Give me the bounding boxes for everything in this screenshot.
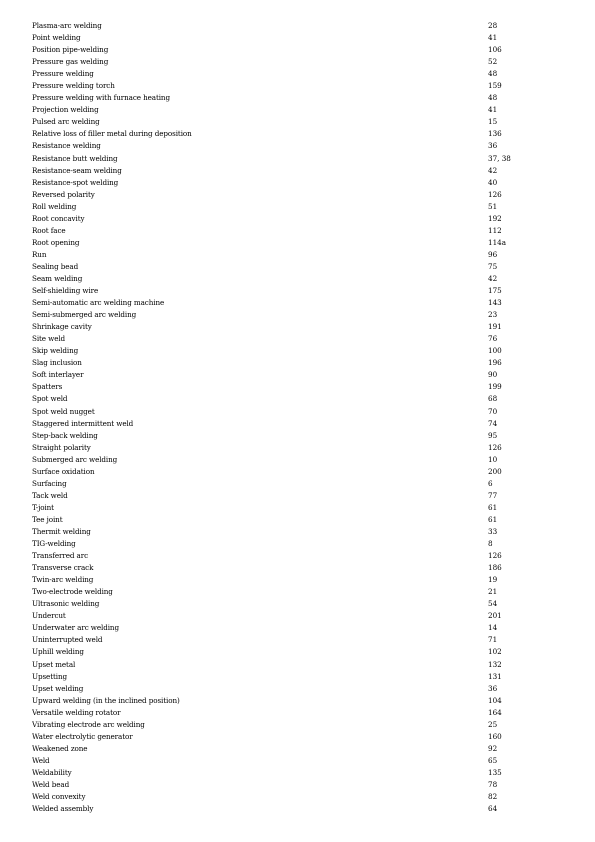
index-entry [32, 671, 572, 683]
index-term: Pressure welding [32, 69, 94, 79]
index-term: Upset metal [32, 659, 76, 669]
index-entry [32, 116, 572, 128]
index-entry [32, 189, 572, 201]
index-entry [32, 622, 572, 634]
index-page-number: 126 [488, 551, 502, 561]
index-entry [32, 719, 572, 731]
index-page-number: 112 [488, 225, 502, 235]
index-term: Plasma-arc welding [32, 21, 102, 31]
index-entry [32, 478, 572, 490]
index-term: Step-back welding [32, 430, 98, 440]
index-term: Submerged arc welding [32, 454, 118, 464]
index-entry [32, 803, 572, 815]
index-list [32, 20, 572, 815]
index-page-number: 8 [488, 539, 493, 549]
index-term: Upset welding [32, 683, 84, 693]
index-page-number: 100 [488, 346, 502, 356]
index-entry [32, 610, 572, 622]
index-entry [32, 466, 572, 478]
index-page-number: 48 [488, 69, 498, 79]
index-term: Root face [32, 225, 66, 235]
index-entry [32, 755, 572, 767]
index-page-number: 126 [488, 442, 502, 452]
index-page-number: 191 [488, 322, 502, 332]
index-page-number: 37, 38 [488, 153, 511, 163]
index-entry [32, 430, 572, 442]
index-entry [32, 68, 572, 80]
index-page-number: 68 [488, 394, 498, 404]
index-term: Resistance butt welding [32, 153, 118, 163]
index-term: Semi-submerged arc welding [32, 310, 137, 320]
index-entry [32, 526, 572, 538]
index-page-number: 132 [488, 659, 502, 669]
index-term: Weld convexity [32, 792, 86, 802]
index-page-number: 64 [488, 804, 498, 814]
index-entry [32, 56, 572, 68]
index-page-number: 70 [488, 406, 498, 416]
index-page-number: 95 [488, 430, 498, 440]
index-term: Point welding [32, 33, 81, 43]
index-entry [32, 177, 572, 189]
index-page-number: 61 [488, 502, 498, 512]
index-entry [32, 393, 572, 405]
index-entry [32, 165, 572, 177]
index-term: TIG-welding [32, 539, 76, 549]
index-page-number: 52 [488, 57, 498, 67]
index-entry [32, 140, 572, 152]
index-entry [32, 514, 572, 526]
index-entry [32, 418, 572, 430]
index-page-number: 92 [488, 743, 498, 753]
index-term: Relative loss of filler metal during deposition [32, 129, 192, 139]
index-page-number: 136 [488, 129, 502, 139]
index-term: Versatile welding rotator [32, 707, 121, 717]
index-term: Skip welding [32, 346, 79, 356]
index-entry [32, 574, 572, 586]
index-entry [32, 44, 572, 56]
index-page-number: 76 [488, 334, 498, 344]
index-entry [32, 297, 572, 309]
index-term: Staggered intermittent weld [32, 418, 134, 428]
index-term: Pulsed arc welding [32, 117, 100, 127]
index-page-number: 75 [488, 261, 498, 271]
index-term: Thermit welding [32, 526, 91, 536]
index-page-number: 33 [488, 526, 498, 536]
index-entry [32, 646, 572, 658]
index-entry [32, 237, 572, 249]
index-entry [32, 104, 572, 116]
index-page-number: 19 [488, 575, 498, 585]
index-entry [32, 285, 572, 297]
index-entry [32, 309, 572, 321]
index-term: Uphill welding [32, 647, 84, 657]
index-term: Underwater arc welding [32, 623, 119, 633]
index-term: Spot weld [32, 394, 68, 404]
index-page-number: 192 [488, 213, 502, 223]
index-page-number: 201 [488, 611, 502, 621]
index-page-number: 71 [488, 635, 498, 645]
index-entry [32, 550, 572, 562]
index-term: Spatters [32, 382, 63, 392]
index-page-number: 21 [488, 587, 498, 597]
index-page-number: 143 [488, 298, 502, 308]
index-page-number: 14 [488, 623, 498, 633]
index-term: T-joint [32, 502, 54, 512]
index-entry [32, 80, 572, 92]
index-page-number: 51 [488, 201, 498, 211]
index-entry [32, 369, 572, 381]
index-entry [32, 321, 572, 333]
index-entry [32, 767, 572, 779]
index-term: Pressure welding torch [32, 81, 115, 91]
index-term: Shrinkage cavity [32, 322, 92, 332]
index-entry [32, 32, 572, 44]
index-term: Sealing bead [32, 261, 79, 271]
index-page-number: 160 [488, 731, 502, 741]
index-entry [32, 333, 572, 345]
index-entry [32, 128, 572, 140]
index-page-number: 41 [488, 33, 498, 43]
index-entry [32, 442, 572, 454]
index-entry [32, 707, 572, 719]
index-term: Weld [32, 755, 50, 765]
index-term: Tack weld [32, 490, 68, 500]
index-page-number: 65 [488, 755, 498, 765]
index-term: Run [32, 249, 47, 259]
index-page-number: 78 [488, 779, 498, 789]
index-entry [32, 381, 572, 393]
index-page-number: 15 [488, 117, 498, 127]
index-page-number: 159 [488, 81, 502, 91]
index-term: Twin-arc welding [32, 575, 94, 585]
index-entry [32, 731, 572, 743]
index-term: Transverse crack [32, 563, 94, 573]
index-entry [32, 273, 572, 285]
index-term: Position pipe-welding [32, 45, 109, 55]
index-entry [32, 490, 572, 502]
index-page-number: 42 [488, 274, 498, 283]
index-entry [32, 225, 572, 237]
index-page-number: 106 [488, 45, 502, 55]
index-entry [32, 538, 572, 550]
index-term: Weldability [32, 767, 72, 777]
index-term: Roll welding [32, 201, 77, 211]
index-term: Self-shielding wire [32, 286, 99, 296]
index-page-number: 104 [488, 695, 502, 705]
index-page-number: 54 [488, 599, 498, 609]
index-term: Uninterrupted weld [32, 635, 103, 645]
index-page-number: 200 [488, 466, 502, 476]
index-page-number: 36 [488, 683, 498, 693]
index-term: Pressure gas welding [32, 57, 109, 67]
index-term: Transferred arc [32, 551, 89, 561]
index-page-number: 186 [488, 563, 502, 573]
index-page-number: 36 [488, 141, 498, 151]
index-page-number: 6 [488, 478, 493, 488]
index-entry [32, 249, 572, 261]
index-entry [32, 153, 572, 165]
index-page-number: 25 [488, 719, 498, 729]
index-entry [32, 20, 572, 32]
index-term: Vibrating electrode arc welding [32, 719, 145, 729]
index-page-number: 82 [488, 792, 498, 802]
index-entry [32, 683, 572, 695]
index-page-number: 61 [488, 514, 498, 524]
index-page-number: 48 [488, 93, 498, 103]
index-entry [32, 92, 572, 104]
index-term: Root opening [32, 237, 80, 247]
index-term: Weakened zone [32, 743, 88, 753]
index-page-number: 10 [488, 454, 498, 464]
index-page-number: 102 [488, 647, 502, 657]
index-page-number: 23 [488, 310, 498, 320]
index-page-number: 42 [488, 165, 498, 175]
index-page-number: 199 [488, 382, 502, 392]
index-page-number: 164 [488, 707, 502, 717]
index-entry [32, 586, 572, 598]
index-term: Tee joint [32, 514, 63, 524]
index-term: Upsetting [32, 671, 68, 681]
index-page-number: 175 [488, 286, 502, 296]
index-page-number: 126 [488, 189, 502, 199]
index-term: Resistance welding [32, 141, 101, 151]
index-entry [32, 406, 572, 418]
index-entry [32, 261, 572, 273]
index-page-number: 41 [488, 105, 498, 115]
index-term: Water electrolytic generator [32, 731, 133, 741]
index-entry [32, 743, 572, 755]
index-entry [32, 779, 572, 791]
index-term: Seam welding [32, 274, 83, 283]
index-entry [32, 213, 572, 225]
index-entry [32, 357, 572, 369]
index-term: Resistance-seam welding [32, 165, 122, 175]
index-entry [32, 454, 572, 466]
index-term: Soft interlayer [32, 370, 84, 380]
index-entry [32, 658, 572, 670]
index-page-number: 135 [488, 767, 502, 777]
index-term: Semi-automatic arc welding machine [32, 298, 165, 308]
index-entry [32, 598, 572, 610]
index-term: Weld bead [32, 779, 70, 789]
index-page-number: 40 [488, 177, 498, 187]
index-page-number: 131 [488, 671, 502, 681]
index-term: Undercut [32, 611, 66, 621]
index-term: Slag inclusion [32, 358, 82, 368]
index-page-number: 114a [488, 237, 507, 247]
index-term: Resistance-spot welding [32, 177, 119, 187]
index-entry [32, 634, 572, 646]
index-page-number: 28 [488, 21, 498, 31]
index-term: Welded assembly [32, 804, 94, 814]
index-entry [32, 345, 572, 357]
index-term: Upward welding (in the inclined position) [32, 695, 180, 705]
index-term: Site weld [32, 334, 66, 344]
index-page-number: 77 [488, 490, 498, 500]
index-page-number: 90 [488, 370, 498, 380]
index-entry [32, 562, 572, 574]
index-term: Root concavity [32, 213, 85, 223]
index-term: Pressure welding with furnace heating [32, 93, 170, 103]
index-term: Reversed polarity [32, 189, 95, 199]
index-term: Two-electrode welding [32, 587, 113, 597]
index-entry [32, 791, 572, 803]
index-entry [32, 201, 572, 213]
index-term: Ultrasonic welding [32, 599, 100, 609]
index-term: Spot weld nugget [32, 406, 95, 416]
index-page-number: 74 [488, 418, 498, 428]
index-term: Surface oxidation [32, 466, 95, 476]
index-term: Straight polarity [32, 442, 91, 452]
index-page-number: 196 [488, 358, 502, 368]
index-term: Surfacing [32, 478, 67, 488]
index-entry [32, 695, 572, 707]
index-term: Projection welding [32, 105, 99, 115]
index-entry [32, 502, 572, 514]
index-page-number: 96 [488, 249, 498, 259]
